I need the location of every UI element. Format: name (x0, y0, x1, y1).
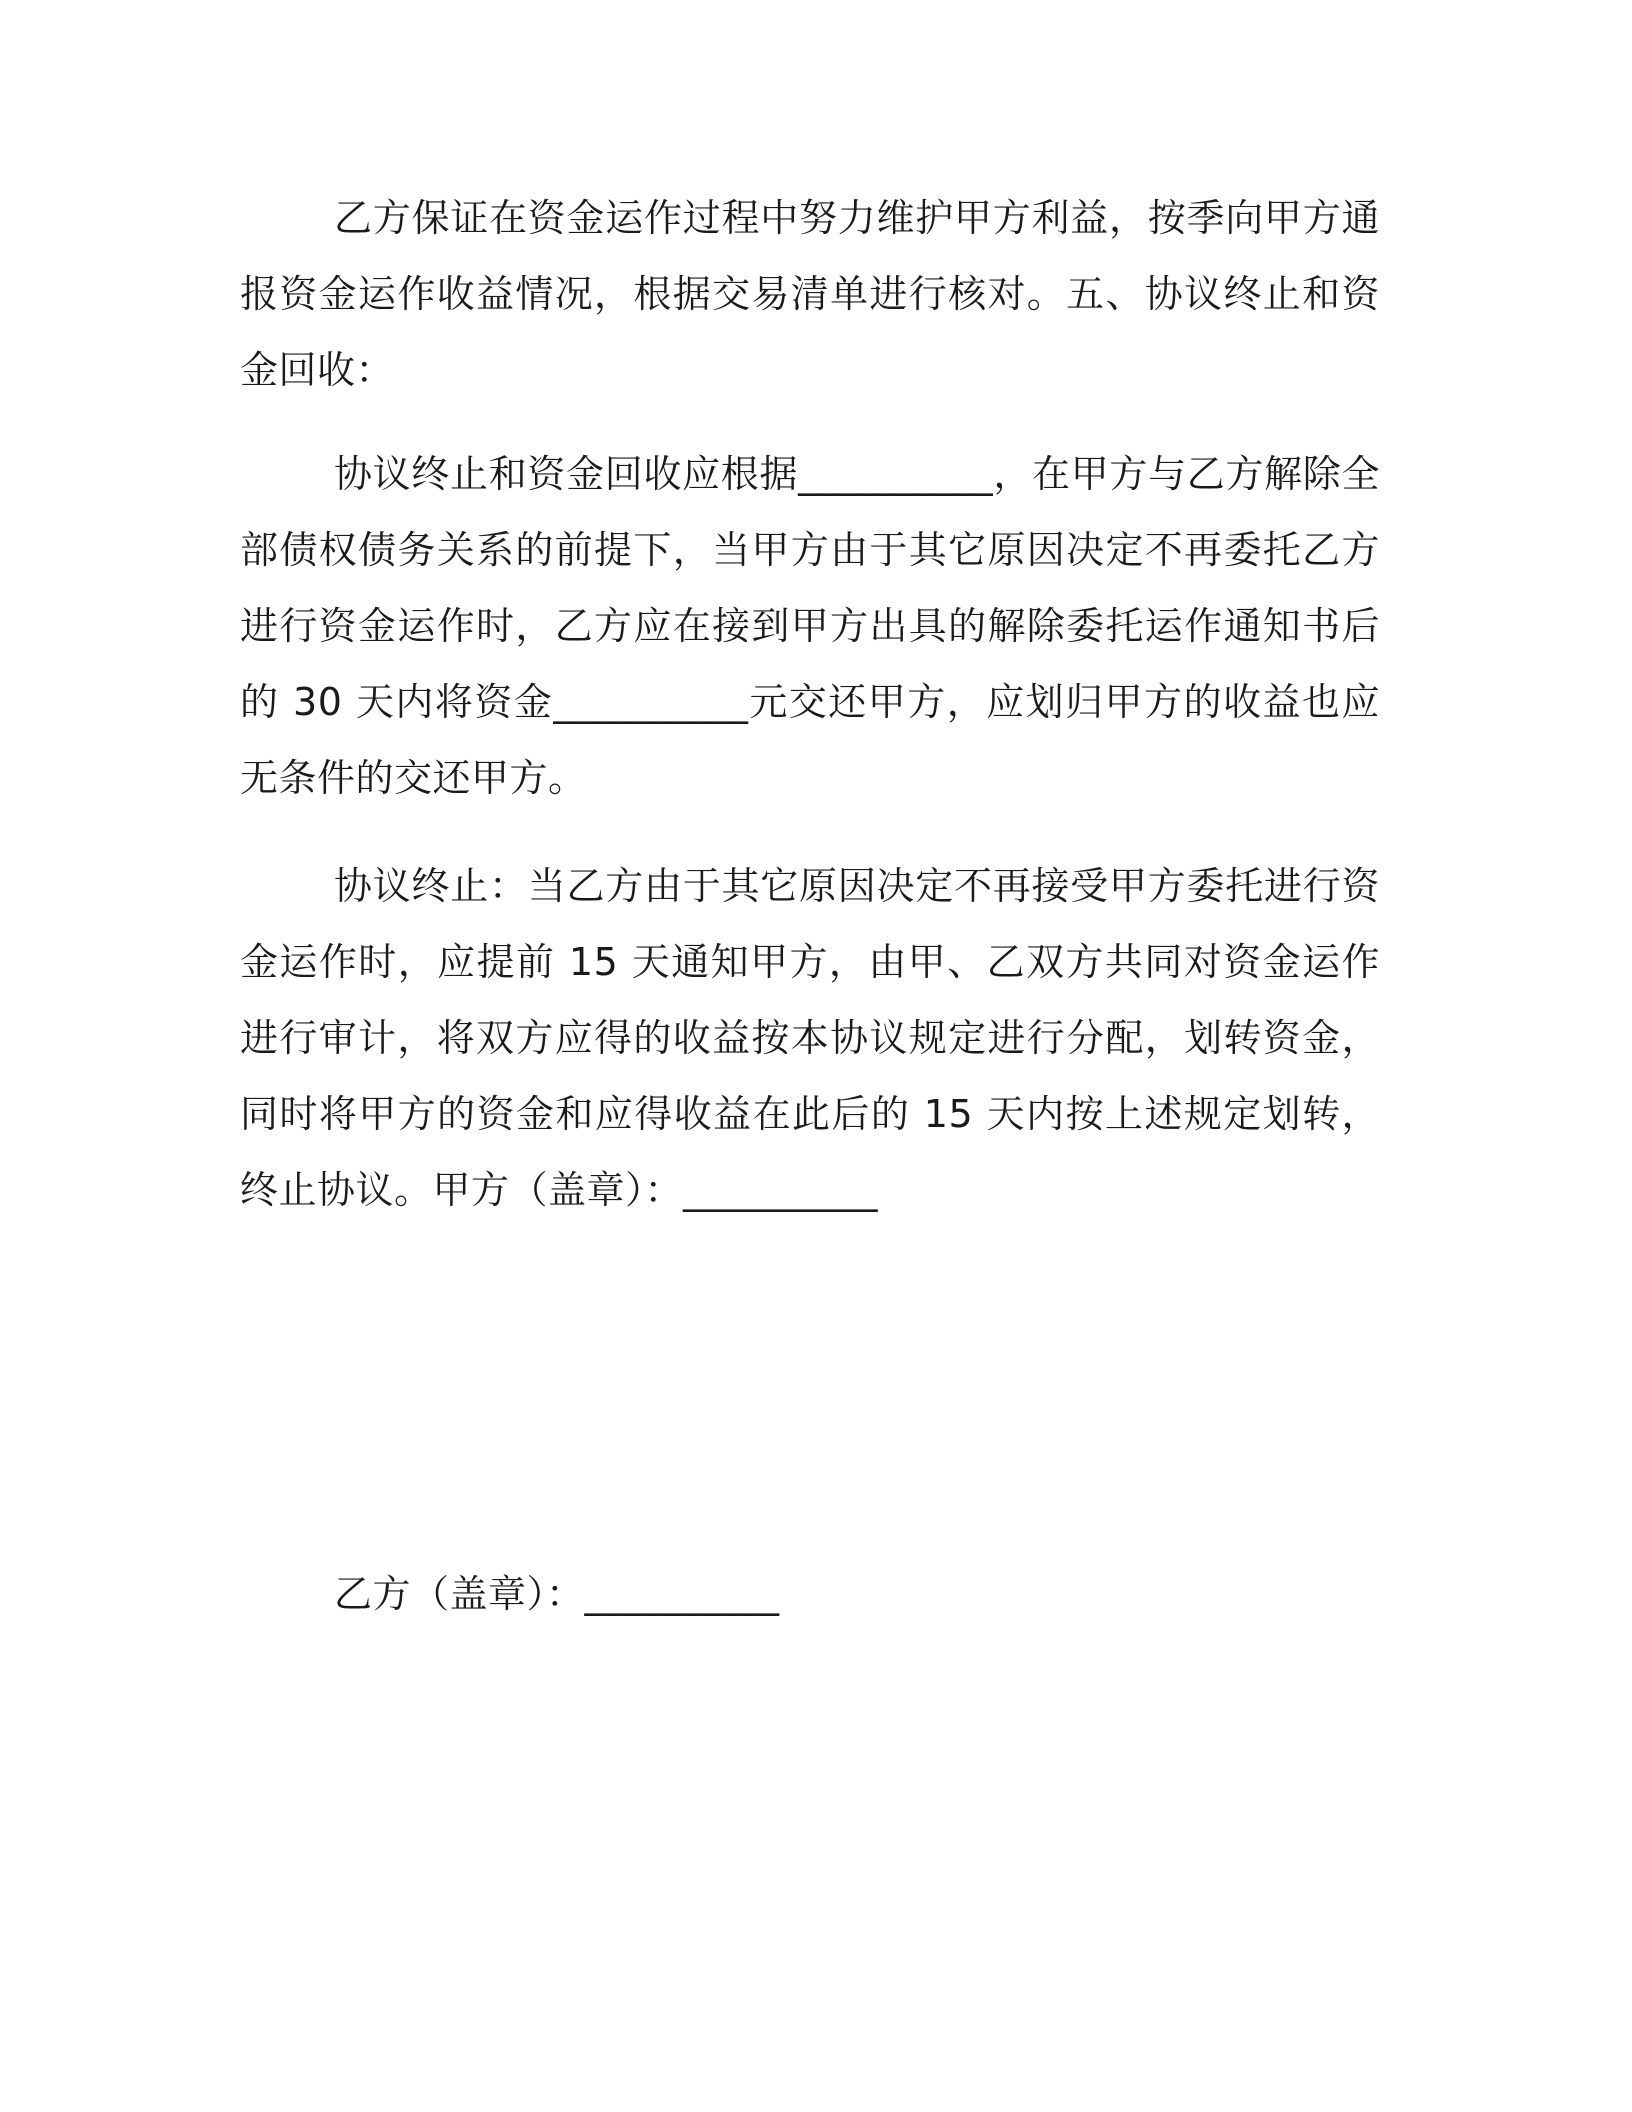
paragraph-fund-operation (240, 180, 1380, 408)
paragraph-text: 协议终止：当乙方由于其它原因决定不再接受甲方委托进行资金运作时，应提前 15 天通知甲方，由甲、乙双方共同对资金运作进行审计，将双方应得的收益按本协议规定进行分配，划转资金，同时将甲方的资金和应得收益在此后的 15 天内按上述规定划转，终止协议。甲方（盖章）：__________ (240, 864, 1380, 1212)
paragraph-agreement-termination (240, 848, 1380, 1228)
paragraph-text: 乙方保证在资金运作过程中努力维护甲方利益，按季向甲方通报资金运作收益情况，根据交易清单进行核对。五、协议终止和资金回收： (240, 196, 1380, 392)
paragraph-text: 协议终止和资金回收应根据__________，在甲方与乙方解除全部债权债务关系的前提下，当甲方由于其它原因决定不再委托乙方进行资金运作时，乙方应在接到甲方出具的解除委托运作通知书后的 30 天内将资金__________元交还甲方，应划归甲方的收益也应无条件的交还甲方。 (240, 452, 1380, 800)
paragraph-termination-recovery (240, 436, 1380, 816)
signature-party-b: 乙方（盖章）：__________ (334, 1572, 780, 1616)
